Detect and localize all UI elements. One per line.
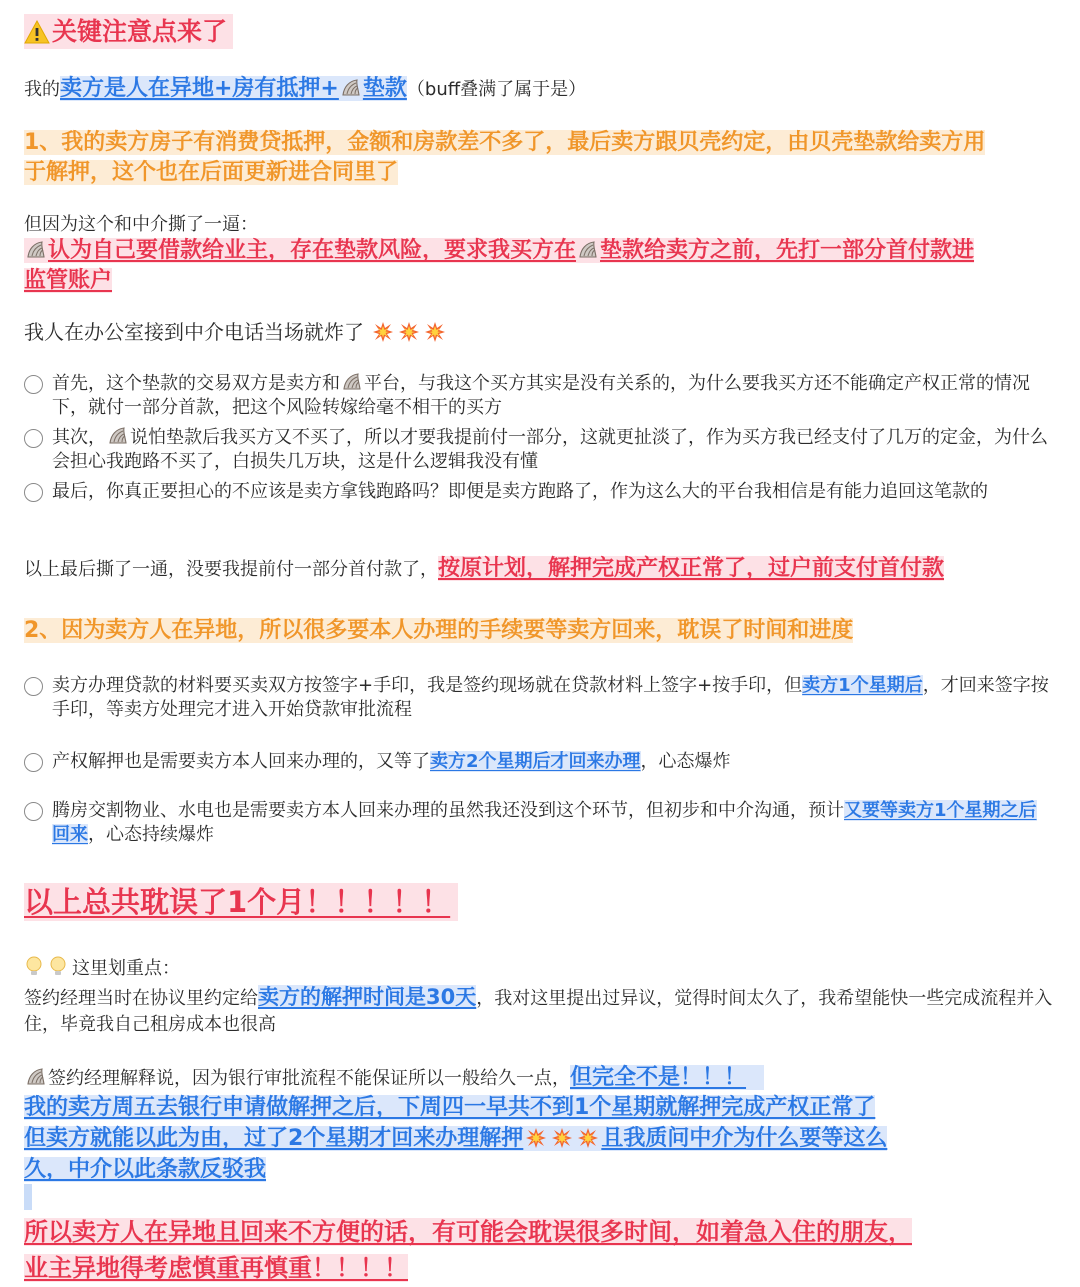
reason-item — [24, 426, 1054, 474]
radio-circle[interactable] — [24, 677, 43, 696]
explosion-icon — [525, 1127, 547, 1149]
shell-icon — [342, 372, 362, 392]
argue-pink — [24, 236, 1058, 296]
page-title: 关键注意点来了 — [52, 17, 228, 46]
delay-item — [24, 750, 1054, 774]
key-text: 签约经理当时在协议里约定给卖方的解押时间是30天，我对这里提出过异议，觉得时间太久了，我希望能快一些完成流程并入住，毕竟我自己租房成本也很高 — [24, 985, 1053, 1035]
shell-icon — [26, 240, 46, 260]
argue-pink-text1: 认为自己要借款给业主，存在垫款风险，要求我买方在 — [48, 238, 577, 263]
delay-link[interactable]: 卖方2个星期后才回来办理 — [430, 751, 641, 772]
delay-item — [24, 674, 1054, 722]
explosion-icon — [398, 321, 420, 343]
delay-item — [24, 799, 1054, 847]
warning-icon — [24, 20, 50, 44]
explode-text: 我人在办公室接到中介电话当场就炸了 — [24, 320, 364, 344]
key-label-line — [24, 956, 1058, 982]
result-text: 以上最后撕了一通，没要我提前付一部分首付款了， — [24, 559, 438, 580]
blue-line2: 但卖方就能以此为由，过了2个星期才回来办理解押 且我质问中介为什么要等这么 — [24, 1126, 888, 1151]
point2-text: 2、因为卖方人在异地，所以很多要本人办理的手续要等卖方回来，耽误了时间和进度 — [24, 618, 854, 643]
delay-text: 卖方办理贷款的材料要买卖双方按签字+手印，我是签约现场就在贷款材料上签字+按手印，但卖方1个星期后，才回来签字按手印，等卖方处理完才进入开始贷款审批流程 — [52, 675, 1049, 720]
point2 — [24, 616, 1058, 646]
explode-line — [24, 318, 1058, 346]
title-highlight — [24, 14, 233, 49]
argue-pink-text2: 垫款给卖方之前，先打一部分首付款进 — [600, 238, 975, 263]
reason-text: 最后，你真正要担心的不应该是卖方拿钱跑路吗？即便是卖方跑路了，作为这么大的平台我相信是有能力追回这笔款的 — [52, 481, 988, 502]
key-label: 这里划重点： — [72, 958, 180, 979]
conclusion — [24, 1214, 1058, 1286]
manager-text: 签约经理解释说，因为银行审批流程不能保证所以一般给久一点， — [48, 1068, 570, 1089]
intro-highlight — [60, 76, 407, 101]
total-line — [24, 880, 1058, 921]
radio-circle[interactable] — [24, 802, 43, 821]
reason-item — [24, 372, 1054, 420]
argue-pink-line3: 监管账户 — [24, 268, 113, 293]
shell-icon — [26, 1067, 46, 1087]
text-cursor — [24, 1184, 32, 1210]
lightbulb-icon — [24, 956, 44, 978]
total-text: 以上总共耽误了1个月！！！！！ — [24, 883, 458, 921]
explosion-icon — [577, 1127, 599, 1149]
radio-circle[interactable] — [24, 483, 43, 502]
point1-line2: 于解押，这个也在后面更新进合同里了 — [24, 160, 399, 185]
result-line — [24, 556, 1058, 583]
intro-highlight-text: 卖方是人在异地+房有抵押+ — [60, 76, 339, 101]
reason-text: 其次， 说怕垫款后我买方又不买了，所以才要我提前付一部分，这就更扯淡了，作为买方我已经支付了几万的定金，为什么会担心我跑路不买了，白损失几万块，这是什么逻辑我没有懂 — [52, 427, 1048, 472]
manager-highlight: 但完全不是！！！ — [570, 1065, 764, 1090]
radio-circle[interactable] — [24, 375, 43, 394]
delay-link[interactable]: 又要等卖方1个星期之后回来 — [52, 800, 1037, 845]
intro-line — [24, 76, 1058, 103]
delay-link[interactable]: 卖方1个星期后 — [802, 675, 923, 696]
reason-text: 首先，这个垫款的交易双方是卖方和 平台，与我这个买方其实是没有关系的，为什么要我买方还不能确定产权正常的情况下，就付一部分首款，把这个风险转嫁给毫不相干的买方 — [52, 373, 1030, 418]
explosion-icon — [551, 1127, 573, 1149]
shell-icon — [108, 426, 128, 446]
point1 — [24, 128, 1058, 188]
conclusion-line1: 所以卖方人在异地且回来不方便的话，有可能会耽误很多时间，如着急入住的朋友， — [24, 1218, 912, 1246]
argue-intro: 但因为这个和中介撕了一逼： — [24, 214, 258, 235]
result-highlight: 按原计划，解押完成产权正常了，过户前支付首付款 — [438, 556, 945, 581]
explosion-icon — [424, 321, 446, 343]
reason-item — [24, 480, 1054, 504]
title-line — [24, 12, 1058, 48]
shell-icon — [578, 240, 598, 260]
conclusion-line2: 业主异地得考虑慎重再慎重！！！！ — [24, 1254, 408, 1282]
delay-text: 腾房交割物业、水电也是需要卖方本人回来办理的虽然我还没到这个环节，但初步和中介沟通，预计又要等卖方1个星期之后回来，心态持续爆炸 — [52, 800, 1037, 845]
explosion-icon — [372, 321, 394, 343]
delay-text: 产权解押也是需要卖方本人回来办理的，又等了卖方2个星期后才回来办理，心态爆炸 — [52, 751, 731, 772]
key-link[interactable]: 卖方的解押时间是30天 — [258, 985, 477, 1009]
intro-highlight-text2: 垫款 — [362, 76, 407, 101]
radio-circle[interactable] — [24, 429, 43, 448]
manager-line — [24, 1062, 1058, 1093]
blue-line1: 我的卖方周五去银行申请做解押之后，下周四一早共不到1个星期就解押完成产权正常了 — [24, 1095, 876, 1120]
shell-icon — [341, 78, 361, 98]
intro-suffix: （buff叠满了属于是） — [406, 79, 587, 100]
intro-prefix: 我的 — [24, 79, 60, 100]
lightbulb-icon — [48, 956, 68, 978]
radio-circle[interactable] — [24, 753, 43, 772]
blue-paragraph — [24, 1092, 1058, 1185]
point1-line1: 1、我的卖方房子有消费贷抵押，金额和房款差不多了，最后卖方跟贝壳约定，由贝壳垫款给卖方用 — [24, 130, 986, 155]
blue-line3: 久，中介以此条款反驳我 — [24, 1157, 267, 1182]
argue-pink-line1 — [24, 238, 974, 263]
